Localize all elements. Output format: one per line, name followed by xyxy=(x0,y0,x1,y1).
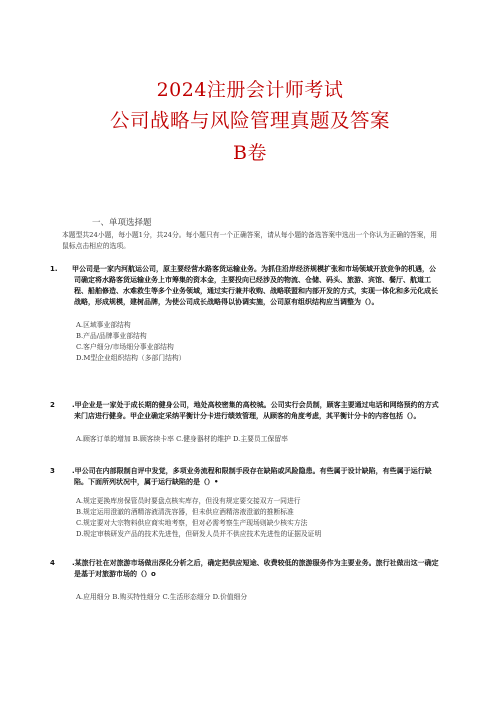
question-text xyxy=(50,264,442,308)
title-line-3: B卷 xyxy=(233,142,267,164)
option-list xyxy=(62,496,442,540)
instructions: 本题型共24小题，每小题1分，共24分。每小题只有一个正确答案，请从每小题的备选答案中选出一个你认为正确的答案，用鼠标点击相应的选项。 xyxy=(62,231,438,250)
title-line-1: 2024注册会计师考试 xyxy=(156,79,344,101)
question-number: 2 xyxy=(50,401,55,409)
question-body: 甲公司是一家内河航运公司，原主要经营水路客货运输业务。为抓住沿岸经济规模扩张和市场领域开放竞争的机遇，公司确定将水路客货运输业务上市筹集的资本金，主要投向已经涉及的物流、仓储、码头、旅游、宾馆、餐厅、航道工程、船舶修造、水难救生等多个业务领域，通过实行兼并收购、战略联盟和内部开发的方式，实现一体化和多元化成长战略，形成规模，建树品牌，为使公司成长战略得以协调实施，公司原有组织结构应当调整为（）。 xyxy=(72,265,438,306)
option-d[interactable]: D.规定审核研发产品的技术先进性，但研发人员并不供应技术先进性的证据及证明 xyxy=(76,530,322,538)
question-1 xyxy=(50,264,442,364)
option-c[interactable]: C.规定要对大宗物料供应商实地考察，但对必需考察生产现场则缺少核实方法 xyxy=(76,519,308,527)
option-row[interactable]: A.应用细分 B.购买特性细分 C.生活形态细分 D.价值细分 xyxy=(76,593,248,601)
option-a[interactable]: A.区域事业部结构 xyxy=(76,321,131,329)
option-list xyxy=(62,592,442,603)
option-a[interactable]: A.规定更换库房保管员时要盘点核实库存，但没有规定要交接双方一同进行 xyxy=(76,497,301,505)
option-b[interactable]: B.产品/品牌事业部结构 xyxy=(76,332,147,340)
option-c[interactable]: C.客户细分/市场细分事业部结构 xyxy=(76,343,174,351)
option-list xyxy=(62,320,442,364)
question-body: .甲公司在内部限制自评中发觉，多项业务流程和限制手段存在缺陷或风险隐患。有些属于设计缺陷，有些属于运行缺陷。下面所列状况中，属于运行缺陷的是（）• xyxy=(72,467,432,486)
question-4 xyxy=(50,558,442,603)
question-text xyxy=(50,466,442,488)
question-body: .甲企业是一家处于成长期的健身公司，地处高校密集的高校城。公司实行会员制，顾客主要通过电话和网络预约的方式来门店进行健身。甲企业确定采纳平衡计分卡进行绩效管理，从顾客的角度考虑，其平衡计分卡的内容包括（）。 xyxy=(72,401,439,420)
option-row[interactable]: A.顾客订单的增加 B.顾客续卡率 C.健身器材的维护 D.主要员工保留率 xyxy=(76,435,288,443)
question-2 xyxy=(50,400,442,445)
question-number: 4 xyxy=(50,559,55,567)
option-b[interactable]: B.规定运用澄澈的酒精溶液清洗容器，但未供应酒精溶液澄澈的推断标准 xyxy=(76,508,294,516)
question-text xyxy=(50,400,442,422)
question-body: .某旅行社在对旅游市场做出深化分析之后，确定把供应短途、收费较低的旅游服务作为主要业务。旅行社做出这一确定是基于对旅游市场的（）o xyxy=(72,559,439,578)
option-list xyxy=(62,434,442,445)
question-number: 1. xyxy=(50,265,58,273)
question-number: 3 xyxy=(50,467,55,475)
title-line-2: 公司战略与风险管理真题及答案 xyxy=(109,109,390,132)
option-d[interactable]: D.M型企业组织结构（多部门结构） xyxy=(76,354,186,362)
section-title: 一、单项选择题 xyxy=(92,218,152,228)
question-3 xyxy=(50,466,442,540)
question-text xyxy=(50,558,442,580)
